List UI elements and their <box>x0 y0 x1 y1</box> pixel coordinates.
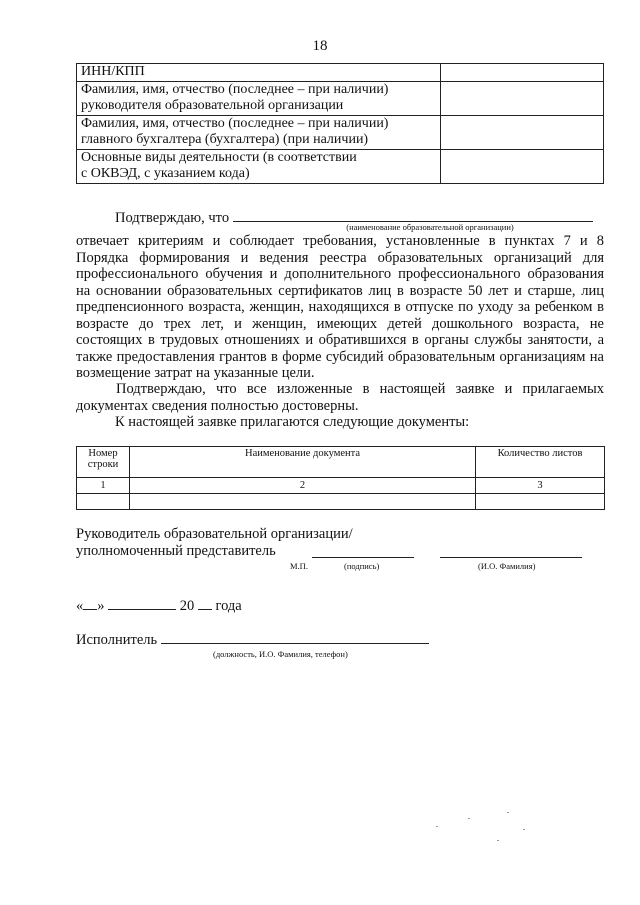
signatory-name-caption: (И.О. Фамилия) <box>478 561 536 571</box>
table-row <box>77 494 605 510</box>
col-number-3: 3 <box>476 478 605 494</box>
table-header-row <box>77 447 605 478</box>
date-quote-open: « <box>76 598 84 614</box>
label-line: руководителя образовательной организации <box>81 98 344 113</box>
confirm-prefix: Подтверждаю, что <box>115 210 230 226</box>
organization-name-caption: (наименование образовательной организации) <box>346 222 514 232</box>
scan-noise <box>436 826 438 827</box>
label-line: Фамилия, имя, отчество (последнее – при наличии) <box>81 115 389 131</box>
table-row <box>77 64 604 82</box>
table-cell-value[interactable] <box>441 81 604 115</box>
signature-caption: (подпись) <box>344 561 380 571</box>
stamp-caption: М.П. <box>290 561 308 571</box>
table-cell[interactable] <box>130 494 476 510</box>
date-year-suffix: года <box>215 598 242 614</box>
signatory-title-line2 <box>76 543 276 560</box>
scan-noise <box>507 812 509 813</box>
signatory-label: уполномоченный представитель <box>76 543 276 559</box>
header-num: Номер строки <box>77 447 130 478</box>
table-cell-label <box>77 149 441 183</box>
table-cell[interactable] <box>476 494 605 510</box>
date-month-field[interactable] <box>108 596 176 610</box>
table-row <box>77 149 604 183</box>
table-row <box>77 81 604 115</box>
date-year-prefix: 20 <box>179 598 195 614</box>
table-cell[interactable] <box>77 494 130 510</box>
attachments-intro: К настоящей заявке прилагаются следующие документы: <box>115 414 470 430</box>
scan-noise <box>497 840 499 841</box>
table-cell-label <box>77 115 441 149</box>
header-qty: Количество листов <box>476 447 605 478</box>
table-cell-label: ИНН/КПП <box>77 64 441 82</box>
executor-label: Исполнитель <box>76 632 158 648</box>
signatory-title-line1: Руководитель образовательной организации/ <box>76 526 353 542</box>
col-number-2: 2 <box>130 478 476 494</box>
date-quote-close: » <box>97 598 105 614</box>
date-day-field[interactable] <box>83 596 97 610</box>
documents-table <box>76 446 605 510</box>
table-cell-label <box>77 81 441 115</box>
executor-line <box>76 630 429 649</box>
label-line: Фамилия, имя, отчество (последнее – при наличии) <box>81 81 389 97</box>
organization-info-table <box>76 63 604 184</box>
page-number: 18 <box>312 38 328 54</box>
signature-field[interactable] <box>312 543 414 558</box>
date-year-field[interactable] <box>198 596 212 610</box>
date-line <box>76 596 242 615</box>
header-name: Наименование документа <box>130 447 476 478</box>
executor-field[interactable] <box>161 630 429 644</box>
scan-noise <box>468 818 470 819</box>
scan-noise <box>523 829 525 830</box>
label-line: с ОКВЭД, с указанием кода) <box>81 166 250 181</box>
col-number-1: 1 <box>77 478 130 494</box>
table-cell-value[interactable] <box>441 149 604 183</box>
table-cell-value[interactable] <box>441 64 604 82</box>
label-line: главного бухгалтера (бухгалтера) (при наличии) <box>81 132 369 147</box>
signatory-name-field[interactable] <box>440 543 582 558</box>
executor-caption: (должность, И.О. Фамилия, телефон) <box>213 649 348 659</box>
table-row <box>77 115 604 149</box>
organization-name-field[interactable] <box>233 207 593 222</box>
table-column-numbers-row <box>77 478 605 494</box>
table-cell-value[interactable] <box>441 115 604 149</box>
label-line: Основные виды деятельности (в соответствии <box>81 149 357 165</box>
criteria-paragraph: отвечает критериям и соблюдает требования, установленные в пунктах 7 и 8 Порядка формирования и ведения реестра образовательных организаций для профессионального обучения и дополнительного профессионального образования на основании образовательных сертификатов лиц в возрасте 50 лет и старше, лиц предпенсионного возраста, женщин, находящихся в отпуске по уходу за ребенком в возрасте до трех лет, и женщин, имеющих детей дошкольного возраста, не состоящих в трудовых отношениях и обратившихся в органы службы занятости, а также предоставления грантов в форме субсидий образовательным организациям на возмещение затрат на указанные цели. <box>76 233 604 381</box>
reliability-paragraph: Подтверждаю, что все изложенные в настоящей заявке и прилагаемых документах сведения полностью достоверны. <box>76 381 604 414</box>
